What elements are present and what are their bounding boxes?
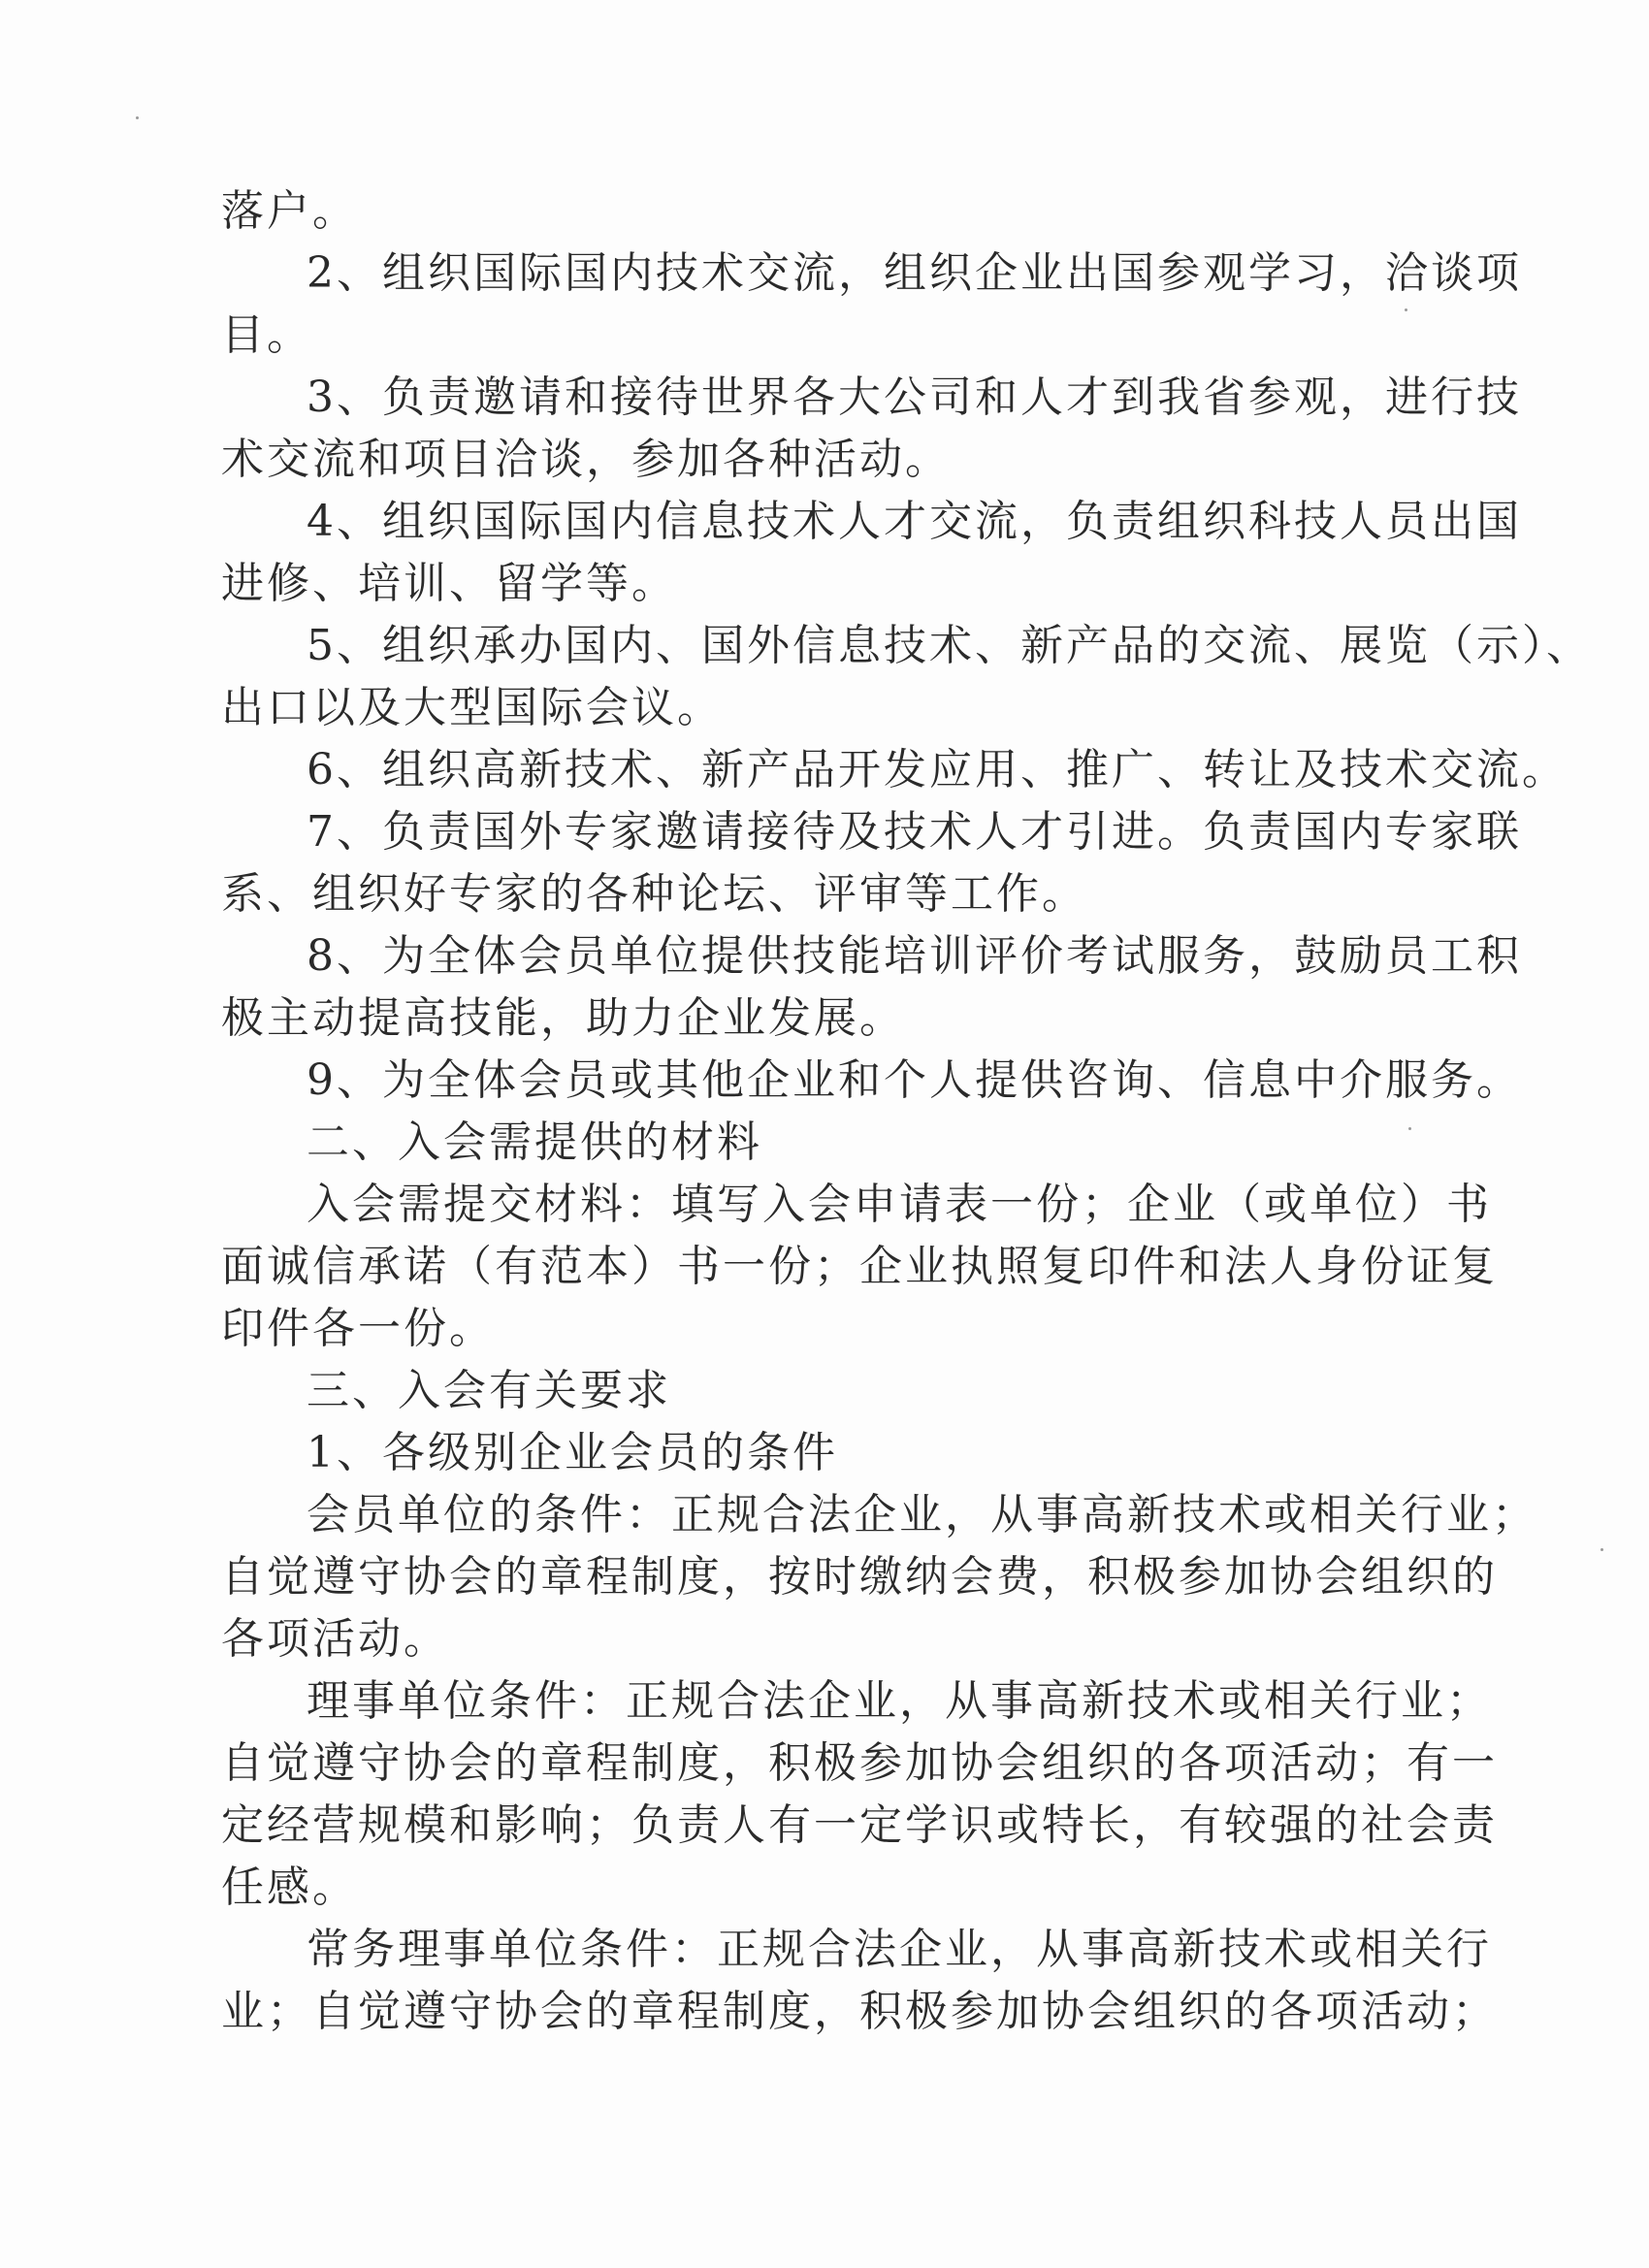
text-line: 7、负责国外专家邀请接待及技术人才引进。负责国内专家联	[307, 807, 1522, 857]
text-line: 术交流和项目洽谈，参加各种活动。	[221, 435, 951, 484]
text-line: 印件各一份。	[221, 1304, 495, 1353]
scan-speck	[1600, 1548, 1603, 1551]
text-line: 8、为全体会员单位提供技能培训评价考试服务，鼓励员工积	[307, 931, 1522, 981]
text-line: 2、组织国际国内技术交流，组织企业出国参观学习，洽谈项	[307, 248, 1522, 298]
text-line: 系、组织好专家的各种论坛、评审等工作。	[221, 869, 1087, 919]
text-line: 4、组织国际国内信息技术人才交流，负责组织科技人员出国	[307, 497, 1522, 546]
text-line: 1、各级别企业会员的条件	[307, 1428, 838, 1477]
text-line: 会员单位的条件：正规合法企业，从事高新技术或相关行业；	[307, 1490, 1537, 1539]
text-line: 目。	[221, 310, 312, 360]
scan-speck	[136, 116, 139, 119]
text-line: 进修、培训、留学等。	[221, 559, 677, 608]
text-line: 定经营规模和影响；负责人有一定学识或特长，有较强的社会责	[221, 1800, 1498, 1850]
text-line: 各项活动。	[221, 1614, 449, 1664]
text-line: 自觉遵守协会的章程制度，按时缴纳会费，积极参加协会组织的	[221, 1552, 1498, 1602]
text-line: 业；自觉遵守协会的章程制度，积极参加协会组织的各项活动；	[221, 1987, 1498, 2036]
text-line: 任感。	[221, 1863, 358, 1912]
text-line: 落户。	[221, 186, 358, 236]
document-body	[221, 180, 1592, 2043]
text-line: 极主动提高技能，助力企业发展。	[221, 993, 905, 1043]
text-line: 常务理事单位条件：正规合法企业，从事高新技术或相关行	[307, 1925, 1492, 1974]
text-line: 9、为全体会员或其他企业和个人提供咨询、信息中介服务。	[307, 1055, 1522, 1105]
text-line: 出口以及大型国际会议。	[221, 683, 723, 732]
text-line: 6、组织高新技术、新产品开发应用、推广、转让及技术交流。	[307, 745, 1568, 794]
text-line: 理事单位条件：正规合法企业，从事高新技术或相关行业；	[307, 1676, 1492, 1726]
text-line: 5、组织承办国内、国外信息技术、新产品的交流、展览（示）、	[307, 621, 1592, 670]
text-line: 3、负责邀请和接待世界各大公司和人才到我省参观，进行技	[307, 373, 1522, 422]
text-line: 自觉遵守协会的章程制度，积极参加协会组织的各项活动；有一	[221, 1738, 1498, 1788]
text-line: 面诚信承诺（有范本）书一份；企业执照复印件和法人身份证复	[221, 1242, 1498, 1291]
text-line: 入会需提交材料：填写入会申请表一份；企业（或单位）书	[307, 1180, 1492, 1229]
text-line: 二、入会需提供的材料	[307, 1118, 762, 1167]
text-line: 三、入会有关要求	[307, 1366, 671, 1415]
